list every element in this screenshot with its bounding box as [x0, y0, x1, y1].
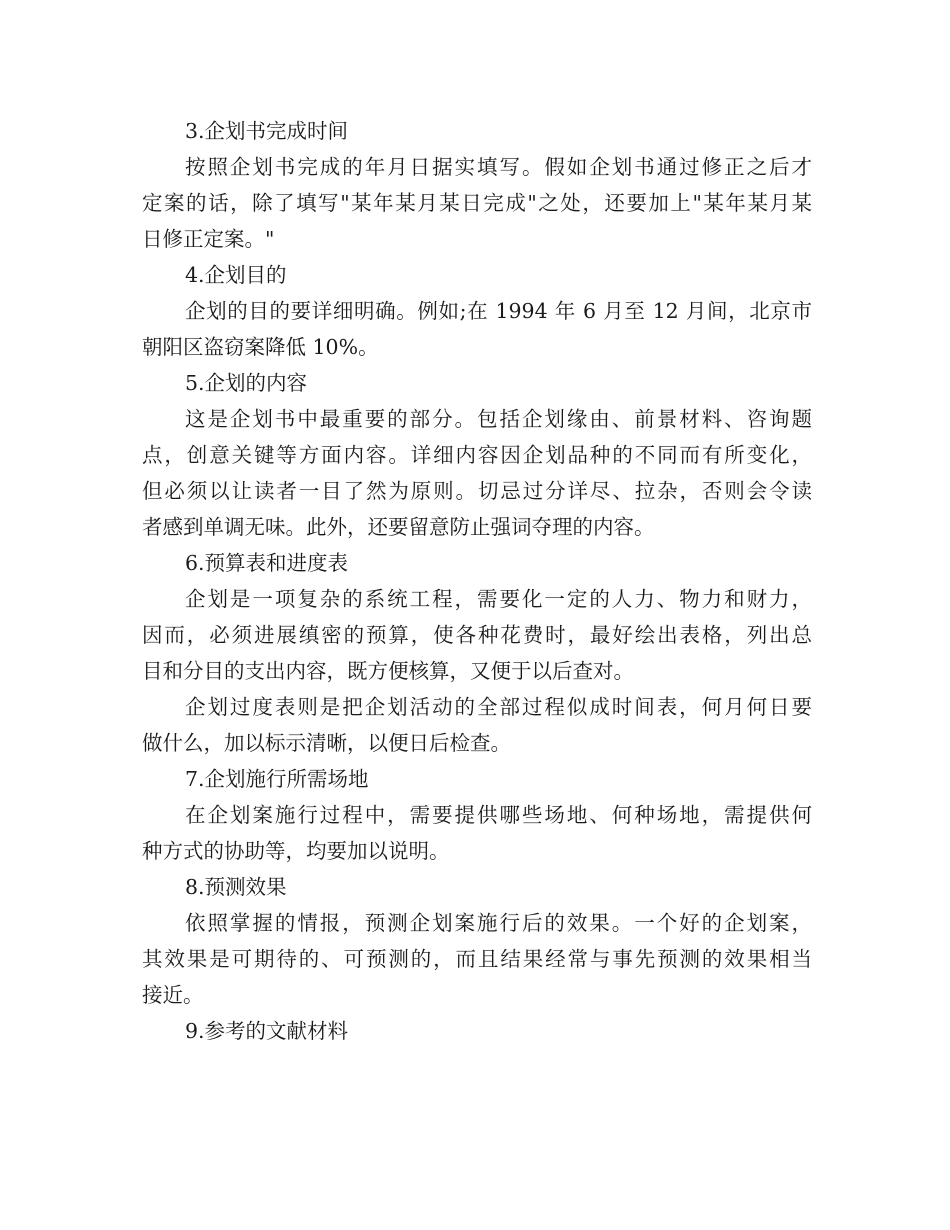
section-heading: 6.预算表和进度表: [185, 551, 349, 575]
paragraph-line: 定案的话，除了填写"某年某月某日完成"之处，还要加上"某年某月某: [142, 191, 812, 215]
paragraph-line: 企划是一项复杂的系统工程，需要化一定的人力、物力和财力，: [185, 587, 812, 611]
section-heading: 5.企划的内容: [185, 371, 308, 395]
section-heading: 4.企划目的: [185, 263, 287, 287]
paragraph-line: 企划过度表则是把企划活动的全部过程似成时间表，何月何日要: [185, 695, 812, 719]
paragraph-line: 依照掌握的情报，预测企划案施行后的效果。一个好的企划案，: [185, 911, 812, 935]
paragraph-line: 点，创意关键等方面内容。详细内容因企划品种的不同而有所变化，: [142, 443, 812, 467]
paragraph-line: 因而，必须进展缜密的预算，使各种花费时，最好绘出表格，列出总: [142, 623, 812, 647]
section-heading: 8.预测效果: [185, 875, 287, 899]
paragraph-line: 目和分目的支出内容，既方便核算，又便于以后查对。: [142, 659, 634, 683]
paragraph-line: 其效果是可期待的、可预测的，而且结果经常与事先预测的效果相当: [142, 947, 812, 971]
paragraph-line: 这是企划书中最重要的部分。包括企划缘由、前景材料、咨询题: [185, 407, 812, 431]
section-heading: 7.企划施行所需场地: [185, 767, 369, 791]
paragraph-line: 但必须以让读者一目了然为原则。切忌过分详尽、拉杂，否则会令读: [142, 479, 812, 503]
paragraph-line: 者感到单调无味。此外，还要留意防止强词夺理的内容。: [142, 515, 655, 539]
paragraph-line: 种方式的协助等，均要加以说明。: [142, 839, 450, 863]
document-page: [142, 113, 812, 1049]
paragraph-line: 在企划案施行过程中，需要提供哪些场地、何种场地，需提供何: [185, 803, 812, 827]
paragraph-line: 做什么，加以标示清晰，以便日后检查。: [142, 731, 511, 755]
section-heading: 9.参考的文献材料: [185, 1019, 349, 1043]
paragraph-line: 企划的目的要详细明确。例如;在 1994 年 6 月至 12 月间，北京市: [185, 299, 812, 323]
paragraph-line: 朝阳区盗窃案降低 10%。: [142, 335, 379, 359]
paragraph-line: 按照企划书完成的年月日据实填写。假如企划书通过修正之后才: [185, 155, 812, 179]
section-heading: 3.企划书完成时间: [185, 119, 349, 143]
paragraph-line: 接近。: [142, 983, 204, 1007]
paragraph-line: 日修正定案。": [142, 227, 275, 251]
